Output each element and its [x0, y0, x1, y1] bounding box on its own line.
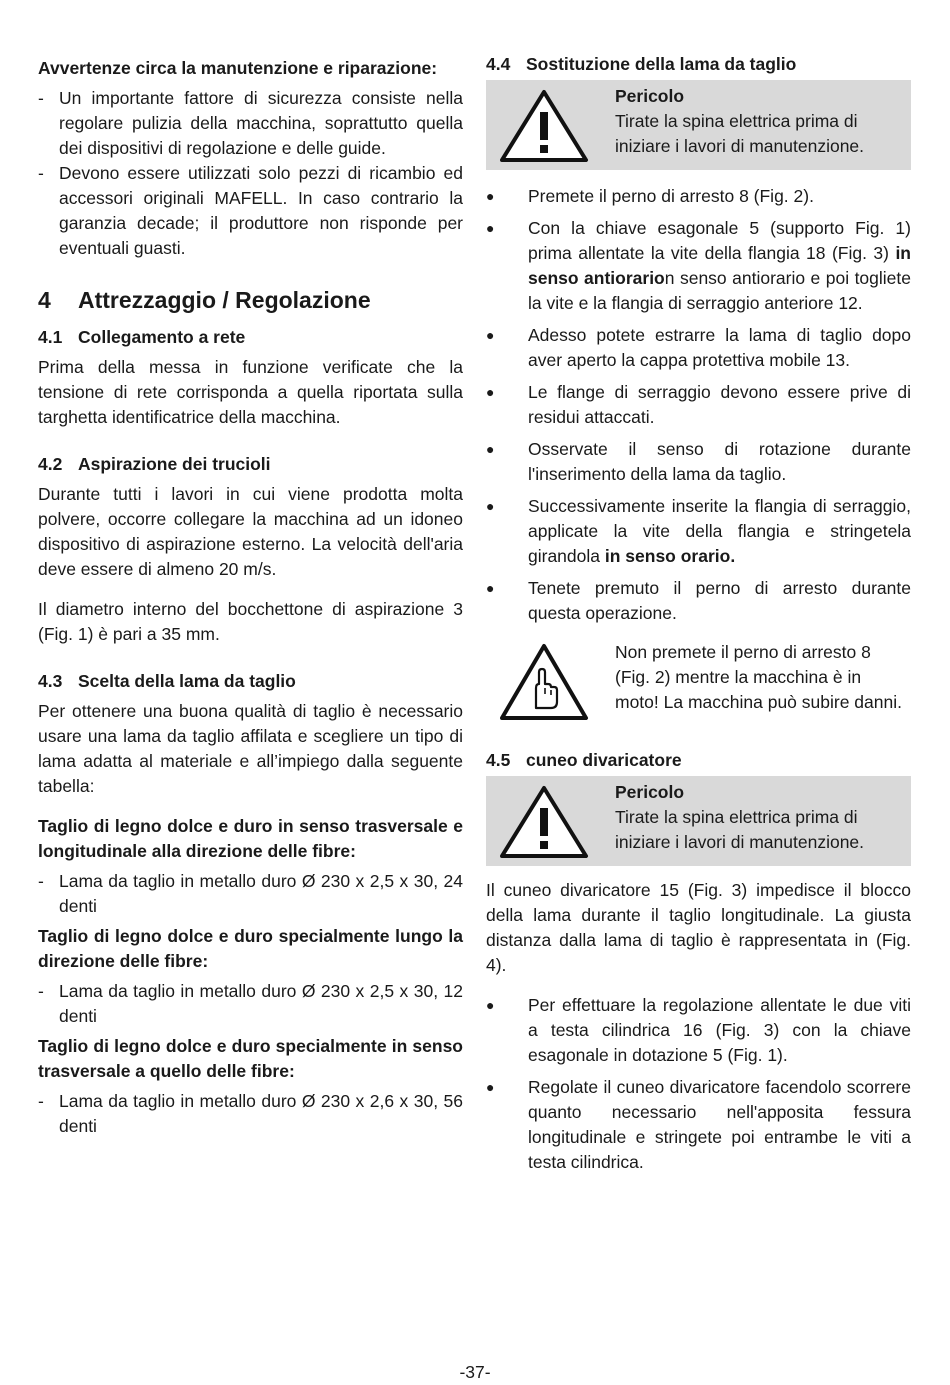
no-press-hand-warning-icon [498, 642, 590, 724]
maintenance-heading: Avvertenze circa la manutenzione e riparazione: [38, 58, 438, 78]
bullet-mark: ● [486, 384, 495, 400]
list-item-bold-text: in senso antiorario [528, 243, 911, 288]
section-title: Sostituzione della lama da taglio [526, 54, 797, 74]
section-title: cuneo divaricatore [526, 750, 682, 770]
section-4-2-heading [38, 452, 463, 477]
list-item-text: Per effettuare la regolazione allentate le due viti a testa cilindrica 16 (Fig. 3) con la chiave esagonale in dotazione 5 (Fig. 1). [528, 995, 911, 1065]
bullet-mark: ● [486, 188, 495, 204]
danger-warning-box [486, 776, 911, 866]
blade-group-heading: Taglio di legno dolce e duro specialmente lungo la direzione delle fibre: [38, 926, 463, 971]
list-item-text: Tenete premuto il perno di arresto durante questa operazione. [528, 578, 911, 623]
section-number: 4 [38, 287, 51, 313]
section-4-1-text: Prima della messa in funzione verificate che la tensione di rete corrisponda a quella riportata sulla targhetta identificatrice della macchina. [38, 357, 463, 427]
list-item [486, 437, 911, 487]
bullet-mark: ● [486, 498, 495, 514]
list-item [486, 184, 911, 209]
list-item [38, 979, 463, 1029]
section-number: 4.4 [486, 54, 511, 74]
warning-triangle-icon [498, 784, 590, 860]
warning-message: Tirate la spina elettrica prima di iniziare i lavori di manutenzione. [615, 807, 865, 852]
warning-triangle-icon [498, 88, 590, 164]
dash-mark: - [38, 1091, 44, 1111]
warning-title: Pericolo [615, 86, 685, 106]
page-number: -37- [459, 1362, 491, 1382]
section-number: 4.5 [486, 750, 511, 770]
list-item-text: Regolate il cuneo divaricatore facendolo scorrere quanto necessario nell'apposita fessura longitudinale e stringete poi entrambe le viti a testa cilindrica. [528, 1077, 911, 1172]
section-title: Collegamento a rete [78, 327, 246, 347]
section-title: Scelta della lama da taglio [78, 671, 296, 691]
bullet-mark: ● [486, 327, 495, 343]
list-item [486, 993, 911, 1068]
dash-mark: - [38, 88, 44, 108]
list-item [486, 1075, 911, 1175]
section-4-5-heading [486, 748, 911, 773]
dash-mark: - [38, 163, 44, 183]
list-item [486, 216, 911, 316]
section-4-2-text-2: Il diametro interno del bocchettone di aspirazione 3 (Fig. 1) è pari a 35 mm. [38, 599, 463, 644]
list-item [486, 380, 911, 430]
section-number: 4.2 [38, 454, 63, 474]
bullet-mark: ● [486, 580, 495, 596]
warning-text [615, 84, 903, 159]
list-item-bold-text: in senso orario. [604, 546, 736, 566]
section-4-2-text-1: Durante tutti i lavori in cui viene prodotta molta polvere, occorre collegare la macchina ad un idoneo dispositivo di aspirazione esterno. La velocità dell'aria deve essere di almeno 20 m/s. [38, 484, 463, 579]
maintenance-list [38, 86, 463, 261]
bullet-mark: ● [486, 220, 495, 236]
list-item-text: Devono essere utilizzati solo pezzi di ricambio ed accessori originali MAFELL. In caso contrario la garanzia decade; il produttore non risponde per eventuali guasti. [59, 163, 463, 258]
section-4-4-heading [486, 52, 911, 77]
list-item [38, 869, 463, 919]
list-item-text: Lama da taglio in metallo duro Ø 230 x 2,6 x 30, 56 denti [59, 1091, 463, 1136]
list-item-text: n senso antiorario e poi togliete la vite e la flangia di serraggio anteriore 12. [528, 268, 912, 313]
blade-group-heading: Taglio di legno dolce e duro in senso trasversale e longitudinale alla direzione delle fibre: [38, 816, 463, 861]
dash-mark: - [38, 871, 44, 891]
blade-group-heading: Taglio di legno dolce e duro specialmente in senso trasversale a quello delle fibre: [38, 1036, 463, 1081]
list-item [38, 86, 463, 161]
section-4-heading [38, 285, 463, 315]
section-number: 4.3 [38, 671, 63, 691]
list-item-text: Lama da taglio in metallo duro Ø 230 x 2,5 x 30, 12 denti [59, 981, 463, 1026]
bullet-mark: ● [486, 1079, 495, 1095]
section-4-3-heading [38, 669, 463, 694]
list-item-text: Un importante fattore di sicurezza consiste nella regolare pulizia della macchina, soprattutto quella dei dispositivi di regolazione e delle guide. [59, 88, 463, 158]
list-item [38, 1089, 463, 1139]
list-item-text: Le flange di serraggio devono essere prive di residui attaccati. [528, 382, 911, 427]
list-item-text: Osservate il senso di rotazione durante l'inserimento della lama da taglio. [528, 439, 911, 484]
section-4-3-text: Per ottenere una buona qualità di taglio è necessario usare una lama da taglio affilata e scegliere un tipo di lama adatta al materiale e all’impiego dalla seguente tabella: [38, 701, 463, 796]
bullet-mark: ● [486, 441, 495, 457]
list-item-text: Lama da taglio in metallo duro Ø 230 x 2,5 x 30, 24 denti [59, 871, 463, 916]
left-column [38, 52, 463, 1139]
warning-text [615, 780, 903, 855]
list-item [486, 494, 911, 569]
dash-mark: - [38, 981, 44, 1001]
warning-message: Tirate la spina elettrica prima di iniziare i lavori di manutenzione. [615, 111, 865, 156]
section-title: Attrezzaggio / Regolazione [78, 287, 371, 313]
bullet-mark: ● [486, 997, 495, 1013]
note-message: Non premete il perno di arresto 8 (Fig. 2) mentre la macchina è in moto! La macchina può subire danni. [615, 642, 902, 712]
caution-note [486, 640, 911, 738]
warning-title: Pericolo [615, 782, 685, 802]
section-4-1-heading [38, 325, 463, 350]
section-4-5-text: Il cuneo divaricatore 15 (Fig. 3) impedisce il blocco della lama durante il taglio longitudinale. La giusta distanza dalla lama di taglio è rappresentata in (Fig. 4). [486, 880, 911, 975]
list-item [486, 323, 911, 373]
list-item-text: Adesso potete estrarre la lama di taglio dopo aver aperto la cappa protettiva mobile 13. [528, 325, 911, 370]
right-column [486, 52, 911, 1175]
danger-warning-box [486, 80, 911, 170]
list-item [38, 161, 463, 261]
section-title: Aspirazione dei trucioli [78, 454, 271, 474]
list-item [486, 576, 911, 626]
list-item-text: Successivamente inserite la flangia di serraggio, applicate la vite della flangia e stringetela girandola [528, 496, 911, 566]
list-item-text: Premete il perno di arresto 8 (Fig. 2). [528, 186, 814, 206]
section-number: 4.1 [38, 327, 63, 347]
list-item-text: Con la chiave esagonale 5 (supporto Fig. 1) prima allentate la vite della flangia 18 (Fig. 3) [528, 218, 911, 263]
